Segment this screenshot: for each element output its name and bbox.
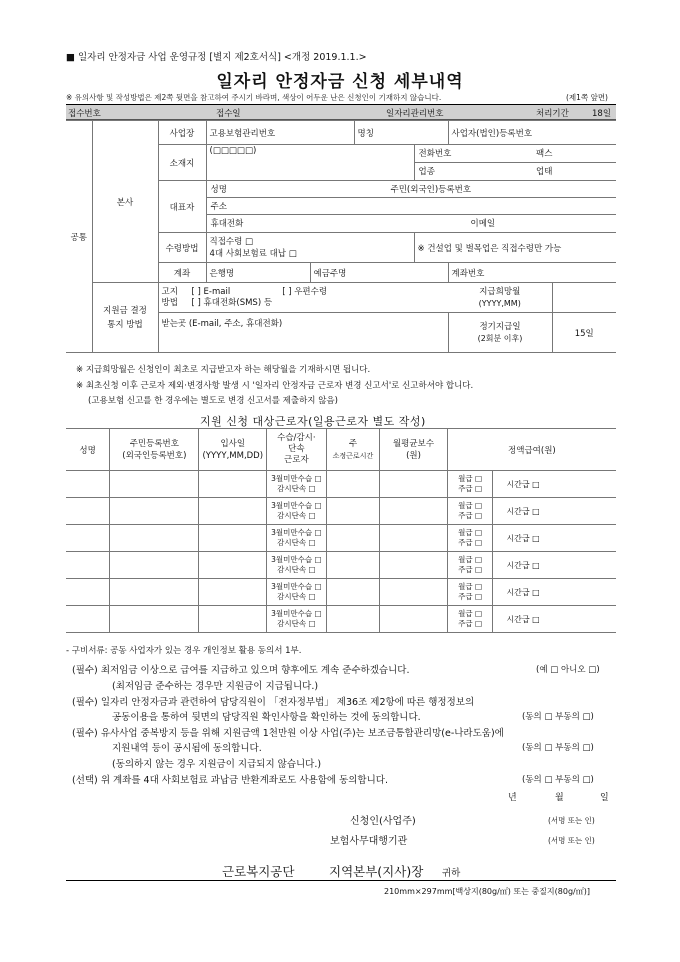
rep-resident-no-field[interactable]: 주민(외국인)등록번호 bbox=[390, 185, 472, 195]
employee-id-cell[interactable] bbox=[110, 579, 199, 606]
rep-label: 대표자 bbox=[158, 181, 206, 233]
probation-checkbox[interactable]: 3월미만수습 □ bbox=[271, 609, 322, 618]
hourly-checkbox[interactable]: 시간급 □ bbox=[506, 506, 540, 516]
site-label: 사업장 bbox=[158, 121, 206, 145]
desired-month-field[interactable] bbox=[552, 283, 616, 313]
hourly-checkbox[interactable]: 시간급 □ bbox=[506, 587, 540, 597]
rep-address-field[interactable]: 주소 bbox=[207, 198, 617, 215]
employee-hours-cell[interactable] bbox=[326, 606, 380, 633]
employee-name-cell[interactable] bbox=[66, 471, 110, 498]
employee-row bbox=[66, 606, 616, 633]
page-label: (제1쪽 앞면) bbox=[566, 93, 608, 102]
rep-email-field[interactable]: 이메일 bbox=[470, 219, 496, 229]
weekly-checkbox[interactable]: 주급 □ bbox=[458, 619, 483, 628]
notice-label-1: 고지 bbox=[161, 286, 178, 297]
weekly-checkbox[interactable]: 주급 □ bbox=[458, 484, 483, 493]
insurance-no-field[interactable]: 고용보험관리번호 bbox=[206, 121, 354, 145]
depositor-field[interactable]: 예금주명 bbox=[310, 263, 448, 283]
common-label: 공통 bbox=[66, 121, 92, 353]
employee-hourly-cell bbox=[493, 552, 616, 579]
col-wage-2: (원) bbox=[406, 450, 421, 461]
watch-checkbox[interactable]: 감시단속 □ bbox=[277, 592, 316, 601]
monthly-checkbox[interactable]: 월급 □ bbox=[458, 528, 483, 537]
col-id-2: (외국인등록번호) bbox=[122, 450, 187, 461]
col-wage-1: 월평균보수 bbox=[392, 438, 435, 449]
consent-2-text: 일자리 안정자금과 관련하여 담당직원이 「전자정부법」 제36조 제2항에 따른 행정정보의 bbox=[100, 697, 475, 708]
consent-2-options[interactable]: (동의 □ 부동의 □) bbox=[522, 712, 594, 722]
employee-wage-cell[interactable] bbox=[380, 579, 448, 606]
employee-paytype-cell bbox=[447, 579, 493, 606]
consent-3-text: 유사사업 중복방지 등을 위해 지원금액 1천만원 이상 사업(주)는 보조금통합관리망(e-나라도움)에 bbox=[100, 728, 504, 739]
col-hours-1: 주 bbox=[348, 438, 358, 449]
employee-hours-cell[interactable] bbox=[326, 471, 380, 498]
fax-field[interactable]: 팩스 bbox=[536, 149, 553, 159]
employee-section-title: 지원 신청 대상근로자(일용근로자 별도 작성) bbox=[200, 415, 426, 428]
note-insurance: (고용보험 신고를 한 경우에는 별도로 변경 신고서를 제출하지 않음) bbox=[88, 396, 338, 406]
desired-month-format: (YYYY,MM) bbox=[478, 298, 521, 308]
phone-field[interactable]: 전화번호 bbox=[418, 149, 452, 159]
employee-type-cell bbox=[267, 606, 327, 633]
receipt-bar bbox=[66, 104, 616, 120]
agent-sign-hint[interactable]: (서명 또는 인) bbox=[548, 836, 595, 845]
employee-join-date-cell[interactable] bbox=[199, 579, 267, 606]
employee-wage-cell[interactable] bbox=[380, 606, 448, 633]
receive-place-field[interactable]: 받는곳 (E-mail, 주소, 휴대전화) bbox=[158, 313, 448, 353]
col-join-1: 입사일 bbox=[220, 438, 246, 449]
account-label: 계좌 bbox=[158, 263, 206, 283]
col-type-3: 근로자 bbox=[284, 455, 309, 465]
consent-2-tag: (필수) bbox=[72, 697, 98, 708]
employee-join-date-cell[interactable] bbox=[199, 552, 267, 579]
location-label: 소재지 bbox=[158, 145, 206, 181]
employee-name-cell[interactable] bbox=[66, 606, 110, 633]
employee-type-cell bbox=[267, 498, 327, 525]
period-value: 18일 bbox=[592, 109, 612, 119]
employee-id-cell[interactable] bbox=[110, 525, 199, 552]
monthly-checkbox[interactable]: 월급 □ bbox=[458, 609, 483, 618]
recipient-suffix: 귀하 bbox=[442, 868, 461, 879]
paper-spec: 210mm×297mm[백상지(80g/㎡) 또는 중질지(80g/㎡)] bbox=[384, 887, 590, 896]
employee-hours-cell[interactable] bbox=[326, 525, 380, 552]
business-type-field[interactable]: 업태 bbox=[536, 167, 553, 177]
employee-wage-cell[interactable] bbox=[380, 471, 448, 498]
company-name-field[interactable]: 명칭 bbox=[354, 121, 448, 145]
probation-checkbox[interactable]: 3월미만수습 □ bbox=[271, 582, 322, 591]
employee-id-cell[interactable] bbox=[110, 498, 199, 525]
weekly-checkbox[interactable]: 주급 □ bbox=[458, 538, 483, 547]
date-month: 월 bbox=[555, 793, 564, 803]
form-title: 일자리 안정자금 신청 세부내역 bbox=[216, 72, 464, 92]
bottom-rule bbox=[66, 880, 616, 881]
notice-method-label-1: 지원금 결정 bbox=[103, 305, 147, 316]
watch-checkbox[interactable]: 감시단속 □ bbox=[277, 538, 316, 547]
employee-paytype-cell bbox=[447, 552, 493, 579]
rep-name-field[interactable]: 성명 bbox=[210, 185, 227, 195]
sms-option[interactable]: [ ] 휴대전화(SMS) 등 bbox=[191, 297, 273, 308]
offset-checkbox[interactable]: 4대 사회보험료 대납 □ bbox=[209, 248, 297, 259]
top-notice: ※ 유의사항 및 작성방법은 제2쪽 뒷면을 참고하여 주시기 바라며, 색상이 어두운 난은 신청인이 기재하지 않습니다. bbox=[66, 93, 442, 102]
receipt-date-label: 접수일 bbox=[216, 109, 241, 119]
required-docs: - 구비서류: 공동 사업자가 있는 경우 개인정보 활용 동의서 1부. bbox=[66, 646, 302, 656]
note-change-report: ※ 최초신청 이후 근로자 제외·변경사항 발생 시 '일자리 안정자금 근로자 변경 신고서'로 신고하셔야 합니다. bbox=[76, 381, 474, 391]
regular-pay-day: 15일 bbox=[552, 313, 616, 353]
employee-name-cell[interactable] bbox=[66, 552, 110, 579]
applicant-table bbox=[66, 120, 616, 353]
employee-id-cell[interactable] bbox=[110, 471, 199, 498]
employee-hourly-cell bbox=[493, 471, 616, 498]
employee-row bbox=[66, 579, 616, 606]
account-no-field[interactable]: 계좌번호 bbox=[448, 263, 616, 283]
zip-field[interactable]: (□□□□□) bbox=[206, 145, 414, 181]
col-id-1: 주민등록번호 bbox=[129, 438, 179, 449]
probation-checkbox[interactable]: 3월미만수습 □ bbox=[271, 555, 322, 564]
hourly-checkbox[interactable]: 시간급 □ bbox=[506, 560, 540, 570]
watch-checkbox[interactable]: 감시단속 □ bbox=[277, 565, 316, 574]
col-type-1: 수습/감시· bbox=[277, 433, 316, 443]
employee-name-cell[interactable] bbox=[66, 579, 110, 606]
employee-type-cell bbox=[267, 525, 327, 552]
hourly-checkbox[interactable]: 시간급 □ bbox=[506, 533, 540, 543]
monthly-checkbox[interactable]: 월급 □ bbox=[458, 555, 483, 564]
employee-paytype-cell bbox=[447, 498, 493, 525]
direct-receipt-checkbox[interactable]: 직접수령 □ bbox=[209, 236, 254, 247]
probation-checkbox[interactable]: 3월미만수습 □ bbox=[271, 474, 322, 483]
employee-type-cell bbox=[267, 579, 327, 606]
agent-sign-label: 보험사무대행기관 bbox=[330, 836, 408, 847]
weekly-checkbox[interactable]: 주급 □ bbox=[458, 565, 483, 574]
regular-pay-label: 정기지급일 bbox=[479, 321, 521, 332]
consent-1-text: 최저임금 이상으로 급여를 지급하고 있으며 향후에도 계속 준수하겠습니다. bbox=[100, 665, 410, 676]
notice-method-label-2: 통지 방법 bbox=[107, 319, 143, 330]
applicant-sign-hint[interactable]: (서명 또는 인) bbox=[548, 816, 595, 825]
hourly-checkbox[interactable]: 시간급 □ bbox=[506, 479, 540, 489]
job-manage-no-label: 일자리관리번호 bbox=[386, 109, 444, 119]
employee-paytype-cell bbox=[447, 525, 493, 552]
employee-row bbox=[66, 552, 616, 579]
employee-wage-cell[interactable] bbox=[380, 525, 448, 552]
employee-join-date-cell[interactable] bbox=[199, 498, 267, 525]
employee-join-date-cell[interactable] bbox=[199, 606, 267, 633]
weekly-checkbox[interactable]: 주급 □ bbox=[458, 511, 483, 520]
employee-wage-cell[interactable] bbox=[380, 498, 448, 525]
watch-checkbox[interactable]: 감시단속 □ bbox=[277, 619, 316, 628]
col-hours-2: 소정근로시간 bbox=[332, 451, 374, 460]
mail-option[interactable]: [ ] 우편수령 bbox=[282, 286, 328, 297]
employee-join-date-cell[interactable] bbox=[199, 525, 267, 552]
email-option[interactable]: [ ] E-mail bbox=[191, 286, 231, 297]
monthly-checkbox[interactable]: 월급 □ bbox=[458, 501, 483, 510]
note-desired-month: ※ 지급희망월은 신청인이 최초로 지급받고자 하는 해당월을 기재하시면 됩니다. bbox=[76, 365, 371, 375]
probation-checkbox[interactable]: 3월미만수습 □ bbox=[271, 528, 322, 537]
employee-type-cell bbox=[267, 552, 327, 579]
consent-3-text-2: 지원내역 등이 공시됨에 동의합니다. bbox=[112, 743, 262, 754]
watch-checkbox[interactable]: 감시단속 □ bbox=[277, 511, 316, 520]
employee-hourly-cell bbox=[493, 525, 616, 552]
hourly-checkbox[interactable]: 시간급 □ bbox=[506, 614, 540, 624]
col-type-2: 단속 bbox=[288, 444, 305, 454]
period-label: 처리기간 bbox=[536, 109, 569, 119]
employee-join-date-cell[interactable] bbox=[199, 471, 267, 498]
recipient-branch: 지역본부(지사)장 bbox=[329, 864, 424, 879]
construction-note: ※ 건설업 및 벌목업은 직접수령만 가능 bbox=[414, 233, 616, 263]
employee-paytype-cell bbox=[447, 471, 493, 498]
monthly-checkbox[interactable]: 월급 □ bbox=[458, 474, 483, 483]
rep-mobile-field[interactable]: 휴대전화 bbox=[210, 219, 244, 229]
industry-field[interactable]: 업종 bbox=[418, 167, 435, 177]
consent-2-text-2: 공동이용을 통하여 뒷면의 담당직원 확인사항을 확인하는 것에 동의합니다. bbox=[112, 712, 421, 723]
col-name: 성명 bbox=[66, 429, 110, 471]
consent-1-sub: (최저임금 준수하는 경우만 지원금이 지급됩니다.) bbox=[112, 681, 319, 692]
employee-table bbox=[66, 428, 616, 633]
consent-1-options[interactable]: (예 □ 아니오 □) bbox=[536, 665, 600, 675]
employee-paytype-cell bbox=[447, 606, 493, 633]
employee-wage-cell[interactable] bbox=[380, 552, 448, 579]
consent-1-tag: (필수) bbox=[72, 665, 98, 676]
employee-row bbox=[66, 525, 616, 552]
employee-row bbox=[66, 471, 616, 498]
employee-hourly-cell bbox=[493, 606, 616, 633]
employee-name-cell[interactable] bbox=[66, 525, 110, 552]
employee-row bbox=[66, 498, 616, 525]
hq-label: 본사 bbox=[92, 121, 158, 283]
recipient-org: 근로복지공단 bbox=[222, 864, 295, 879]
consent-4-options[interactable]: (동의 □ 부동의 □) bbox=[522, 775, 594, 785]
consent-4-text: 위 계좌를 4대 사회보험료 과납금 반환계좌로도 사용함에 동의합니다. bbox=[100, 775, 388, 786]
watch-checkbox[interactable]: 감시단속 □ bbox=[277, 484, 316, 493]
weekly-checkbox[interactable]: 주급 □ bbox=[458, 592, 483, 601]
date-day: 일 bbox=[600, 793, 609, 803]
employee-id-cell[interactable] bbox=[110, 552, 199, 579]
consent-3-sub: (동의하지 않는 경우 지원금이 지급되지 않습니다.) bbox=[112, 759, 322, 770]
form-reference: ■ 일자리 안정자금 사업 운영규정 [별지 제2호서식] <개정 2019.1.1.> bbox=[66, 52, 367, 63]
employee-hours-cell[interactable] bbox=[326, 498, 380, 525]
receipt-method-label: 수령방법 bbox=[158, 233, 206, 263]
probation-checkbox[interactable]: 3월미만수습 □ bbox=[271, 501, 322, 510]
monthly-checkbox[interactable]: 월급 □ bbox=[458, 582, 483, 591]
employee-header-row bbox=[66, 429, 616, 471]
col-join-2: (YYYY,MM,DD) bbox=[202, 450, 264, 461]
employee-hourly-cell bbox=[493, 498, 616, 525]
consent-3-options[interactable]: (동의 □ 부동의 □) bbox=[522, 743, 594, 753]
applicant-sign-label: 신청인(사업주) bbox=[350, 816, 416, 827]
date-year: 년 bbox=[508, 793, 517, 803]
employee-name-cell[interactable] bbox=[66, 498, 110, 525]
regular-pay-sub: (2회분 이후) bbox=[477, 333, 523, 343]
desired-month-label: 지급희망월 bbox=[479, 286, 521, 297]
receipt-no-label: 접수번호 bbox=[68, 109, 101, 119]
employee-hours-cell[interactable] bbox=[326, 552, 380, 579]
consent-4-tag: (선택) bbox=[72, 775, 98, 786]
employee-hourly-cell bbox=[493, 579, 616, 606]
col-fixed-pay: 정액급여(원) bbox=[447, 429, 616, 471]
employee-hours-cell[interactable] bbox=[326, 579, 380, 606]
biz-reg-no-field[interactable]: 사업자(법인)등록번호 bbox=[448, 121, 616, 145]
notice-label-2: 방법 bbox=[161, 297, 178, 308]
employee-type-cell bbox=[267, 471, 327, 498]
bank-field[interactable]: 은행명 bbox=[206, 263, 310, 283]
employee-id-cell[interactable] bbox=[110, 606, 199, 633]
consent-3-tag: (필수) bbox=[72, 728, 98, 739]
